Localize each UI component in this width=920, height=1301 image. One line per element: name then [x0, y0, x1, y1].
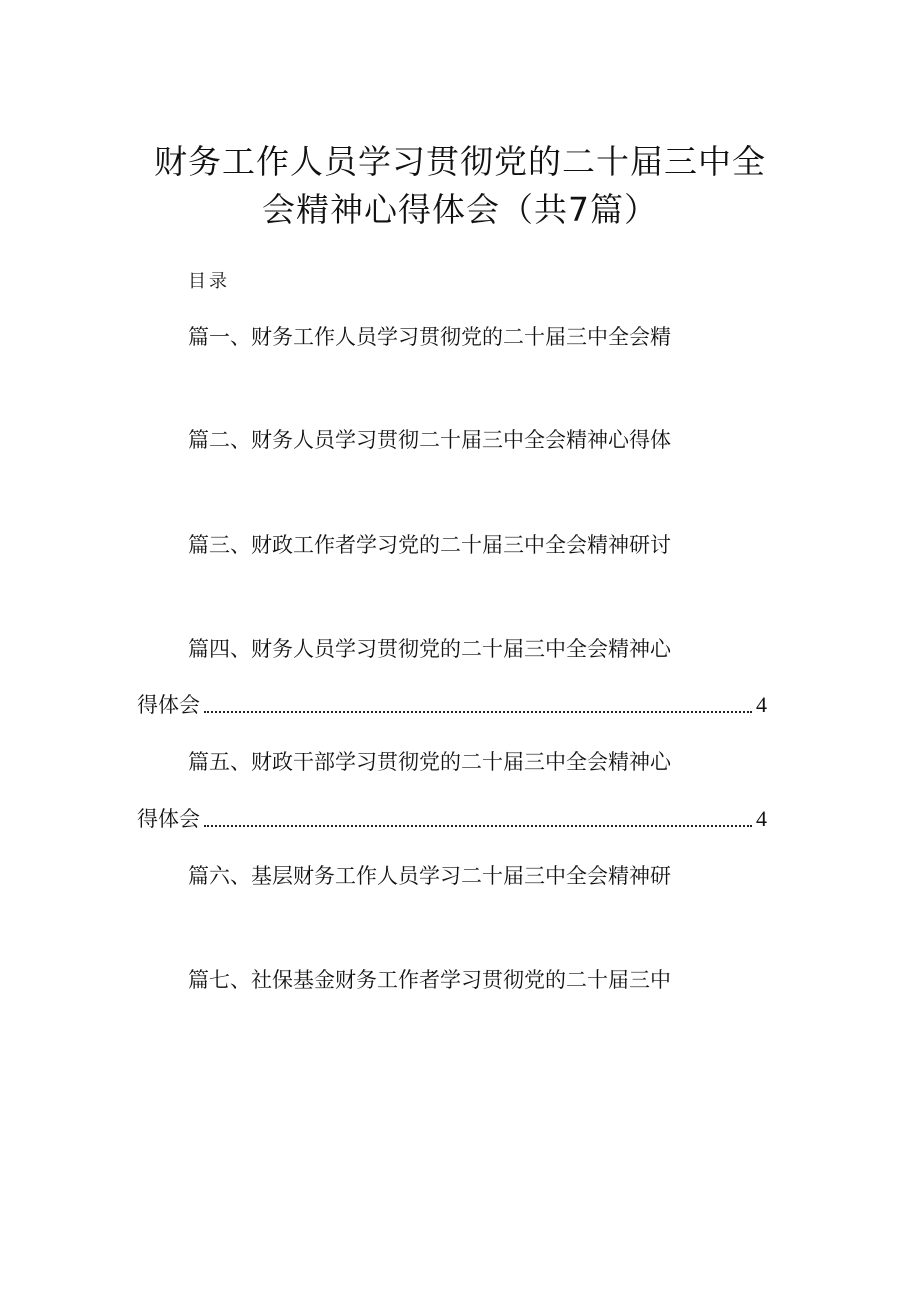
toc-page-number: 4 [756, 806, 767, 831]
toc-entry-7[interactable]: 篇七、社保基金财务工作者学习贯彻党的二十届三中 [188, 968, 671, 992]
toc-entry-1[interactable]: 篇一、财务工作人员学习贯彻党的二十届三中全会精 [188, 325, 671, 349]
document-title-line-1: 财务工作人员学习贯彻党的二十届三中全 [154, 142, 766, 181]
toc-page-number: 4 [756, 692, 767, 717]
toc-entry-4-continuation[interactable] [137, 690, 767, 720]
toc-entry-2[interactable]: 篇二、财务人员学习贯彻二十届三中全会精神心得体 [188, 428, 671, 452]
toc-heading: 目录 [188, 271, 230, 292]
toc-entry-4-continuation-text: 得体会 [137, 693, 200, 717]
toc-entry-5-continuation-text: 得体会 [137, 807, 200, 831]
toc-entry-5[interactable]: 篇五、财政干部学习贯彻党的二十届三中全会精神心 [188, 750, 671, 774]
toc-entry-3[interactable]: 篇三、财政工作者学习党的二十届三中全会精神研讨 [188, 533, 671, 557]
toc-dot-leader [204, 711, 752, 713]
toc-dot-leader [204, 825, 752, 827]
document-title-line-2: 会精神心得体会（共7篇） [262, 190, 658, 229]
toc-entry-6[interactable]: 篇六、基层财务工作人员学习二十届三中全会精神研 [188, 864, 671, 888]
toc-entry-5-continuation[interactable] [137, 804, 767, 834]
toc-entry-4[interactable]: 篇四、财务人员学习贯彻党的二十届三中全会精神心 [188, 637, 671, 661]
